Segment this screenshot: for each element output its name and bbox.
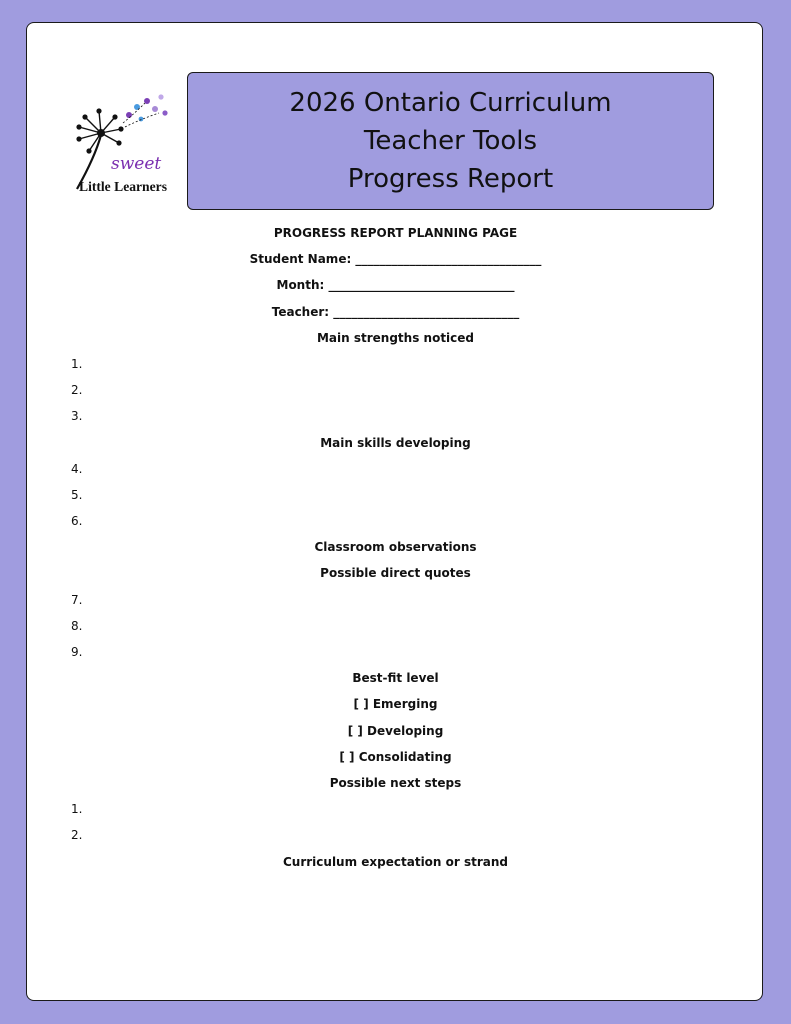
student-name-field: Student Name: _______________________________ (249, 252, 542, 267)
level-option-consolidating: [ ] Consolidating (339, 749, 452, 764)
document-page (26, 22, 763, 1001)
month-field: Month: _______________________________ (276, 278, 515, 293)
curriculum-heading: Curriculum expectation or strand (282, 854, 509, 869)
list-item: 7. (71, 592, 83, 607)
level-option-developing: [ ] Developing (347, 723, 444, 738)
list-item: 9. (71, 645, 83, 659)
level-option-emerging: [ ] Emerging (353, 697, 438, 712)
sweet-little-learners-logo (71, 87, 171, 195)
strengths-heading: Main strengths noticed (316, 330, 475, 345)
teacher-field: Teacher: _______________________________ (271, 304, 520, 319)
title-line-3: Progress Report (347, 164, 554, 194)
level-heading: Best-fit level (352, 671, 439, 686)
list-item: 8. (71, 618, 83, 633)
logo-text-little-learners: Little Learners (79, 180, 168, 195)
title-line-1: 2026 Ontario Curriculum (289, 88, 612, 118)
list-item: 4. (71, 461, 83, 476)
observations-heading: Classroom observations (314, 540, 477, 555)
list-item: 6. (71, 514, 83, 529)
form-heading: PROGRESS REPORT PLANNING PAGE (273, 226, 518, 240)
list-item: 2. (71, 383, 83, 398)
list-item: 5. (71, 487, 83, 502)
skills-heading: Main skills developing (320, 435, 471, 450)
list-item: 3. (71, 409, 83, 424)
planning-form (27, 220, 764, 875)
list-item: 1. (71, 356, 83, 371)
list-item: 1. (71, 802, 83, 817)
list-item: 2. (71, 828, 83, 843)
title-line-2: Teacher Tools (363, 126, 538, 156)
next-steps-heading: Possible next steps (329, 775, 462, 790)
quotes-heading: Possible direct quotes (320, 566, 471, 581)
title-banner (187, 72, 714, 210)
logo-text-sweet: sweet (111, 154, 162, 174)
